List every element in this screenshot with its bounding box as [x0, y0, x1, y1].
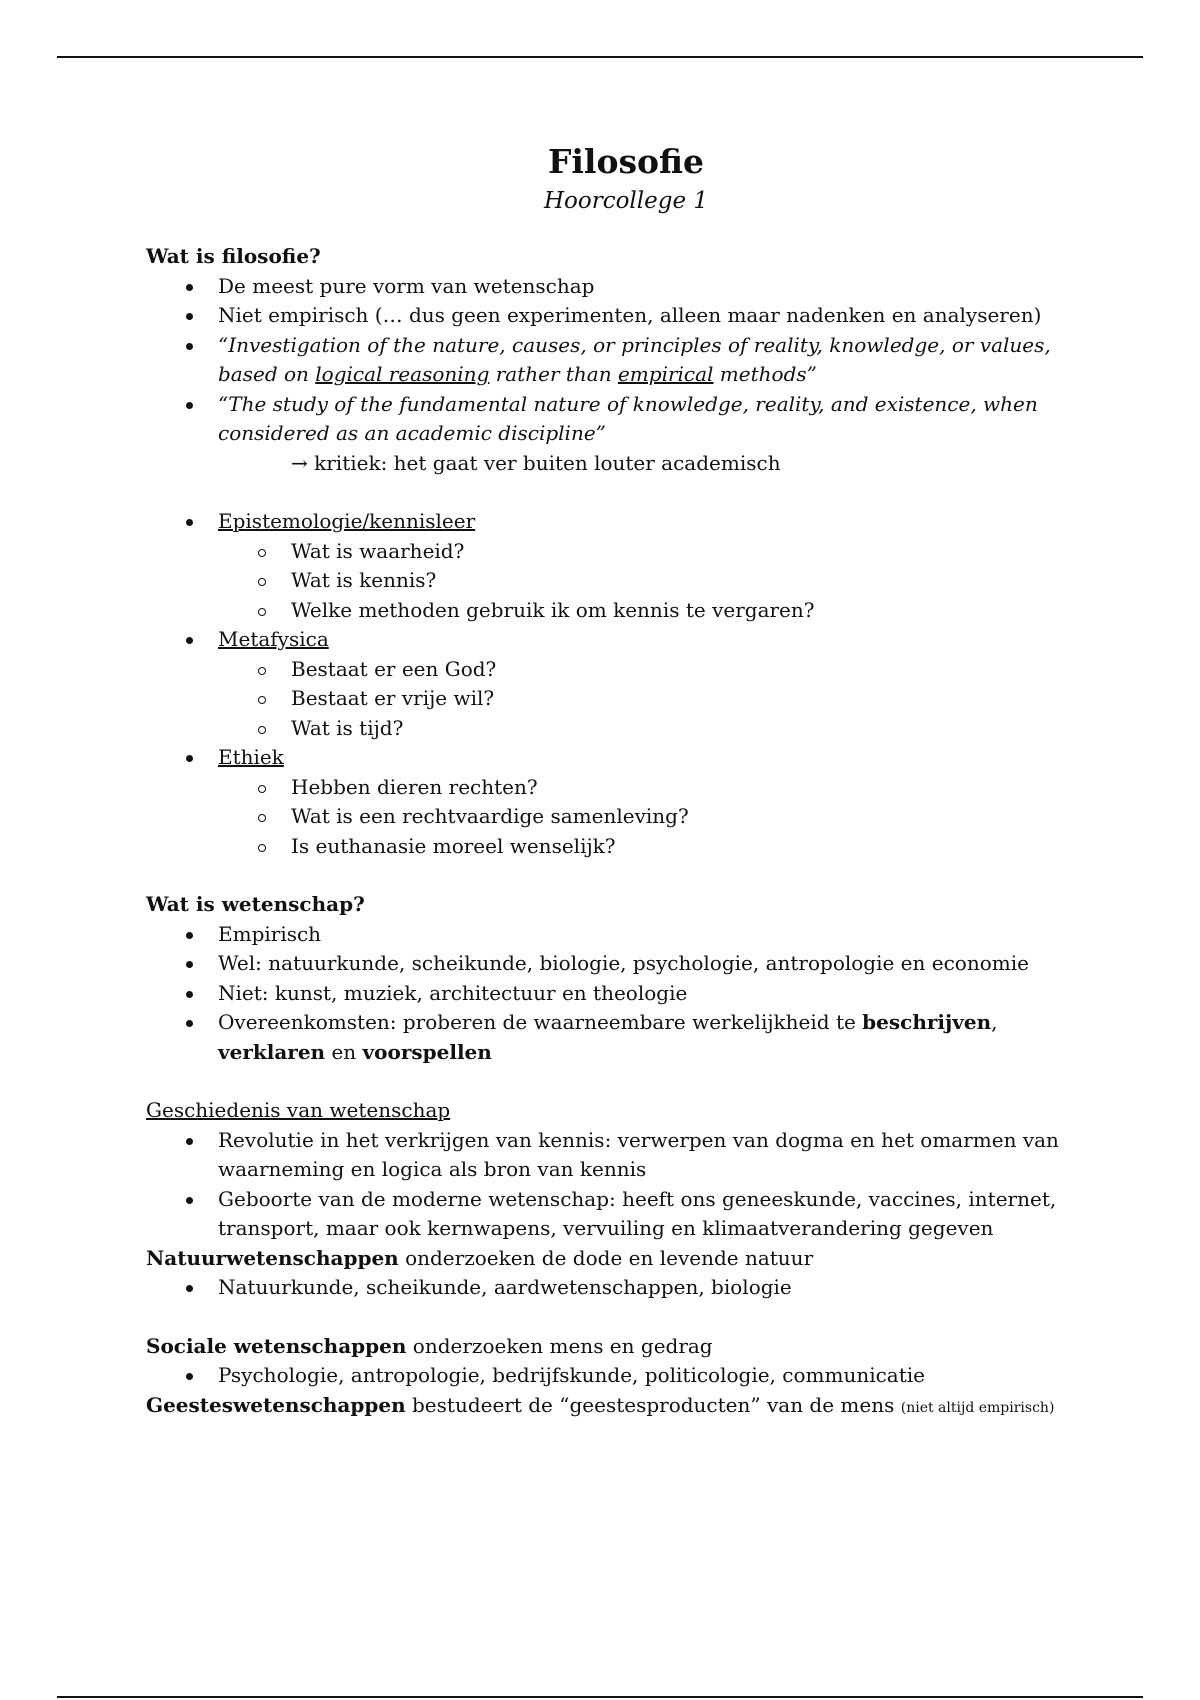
list-item: Revolutie in het verkrijgen van kennis: verwerpen van dogma en het omarmen van waarneming en logica als bron van kennis: [146, 1126, 1106, 1185]
document-body: [146, 140, 1106, 1423]
list-item: Wel: natuurkunde, scheikunde, biologie, psychologie, antropologie en economie: [146, 949, 1106, 979]
kritiek-note: → kritiek: het gaat ver buiten louter academisch: [291, 450, 781, 475]
list-item: Geboorte van de moderne wetenschap: heeft ons geneeskunde, vaccines, internet, transport, maar ook kernwapens, vervuiling en klimaatverandering gegeven: [146, 1185, 1106, 1244]
sociale-wetenschappen-line: Sociale wetenschappen onderzoeken mens en gedrag: [146, 1333, 713, 1358]
list-item: Wat is kennis?: [146, 566, 1106, 596]
geesteswetenschappen-line: Geesteswetenschappen bestudeert de “geestesproducten” van de mens (niet altijd empirisch): [146, 1392, 1055, 1417]
branch-ethiek: Ethiek: [146, 743, 1106, 773]
list-item: Overeenkomsten: proberen de waarneembare werkelijkheid te beschrijven, verklaren en voorspellen: [146, 1008, 1106, 1067]
wetenschap-list: [146, 920, 1106, 1068]
list-item: Wat is een rechtvaardige samenleving?: [146, 802, 1106, 832]
document-title: Filosofie: [547, 142, 705, 181]
list-item: Bestaat er een God?: [146, 655, 1106, 685]
list-item: Natuurkunde, scheikunde, aardwetenschappen, biologie: [146, 1273, 1106, 1303]
list-item: Empirisch: [146, 920, 1106, 950]
document-subtitle: Hoorcollege 1: [543, 188, 709, 214]
list-item: Niet empirisch (… dus geen experimenten, alleen maar nadenken en analyseren): [146, 301, 1106, 331]
quote-item: “Investigation of the nature, causes, or principles of reality, knowledge, or values, based on logical reasoning rather than empirical methods”: [146, 331, 1106, 390]
top-rule: [57, 56, 1143, 58]
list-item: Is euthanasie moreel wenselijk?: [146, 832, 1106, 862]
sociale-wetenschappen-list: [146, 1361, 1106, 1391]
branch-epistemologie: Epistemologie/kennisleer: [146, 507, 1106, 537]
branches-list: [146, 507, 1106, 861]
bottom-rule: [57, 1696, 1143, 1698]
filosofie-list: [146, 272, 1106, 449]
heading-geschiedenis: Geschiedenis van wetenschap: [146, 1098, 451, 1122]
list-item: Welke methoden gebruik ik om kennis te vergaren?: [146, 596, 1106, 626]
list-item: Hebben dieren rechten?: [146, 773, 1106, 803]
list-item: Psychologie, antropologie, bedrijfskunde, politicologie, communicatie: [146, 1361, 1106, 1391]
heading-wat-is-wetenschap: Wat is wetenschap?: [146, 892, 365, 916]
list-item: Wat is tijd?: [146, 714, 1106, 744]
natuurwetenschappen-list: [146, 1273, 1106, 1303]
list-item: Niet: kunst, muziek, architectuur en theologie: [146, 979, 1106, 1009]
quote-item: “The study of the fundamental nature of knowledge, reality, and existence, when considered as an academic discipline”: [146, 390, 1106, 449]
list-item: Bestaat er vrije wil?: [146, 684, 1106, 714]
heading-wat-is-filosofie: Wat is filosofie?: [146, 244, 321, 268]
list-item: Wat is waarheid?: [146, 537, 1106, 567]
branch-metafysica: Metafysica: [146, 625, 1106, 655]
geschiedenis-list: [146, 1126, 1106, 1244]
natuurwetenschappen-line: Natuurwetenschappen onderzoeken de dode en levende natuur: [146, 1245, 814, 1270]
list-item: De meest pure vorm van wetenschap: [146, 272, 1106, 302]
